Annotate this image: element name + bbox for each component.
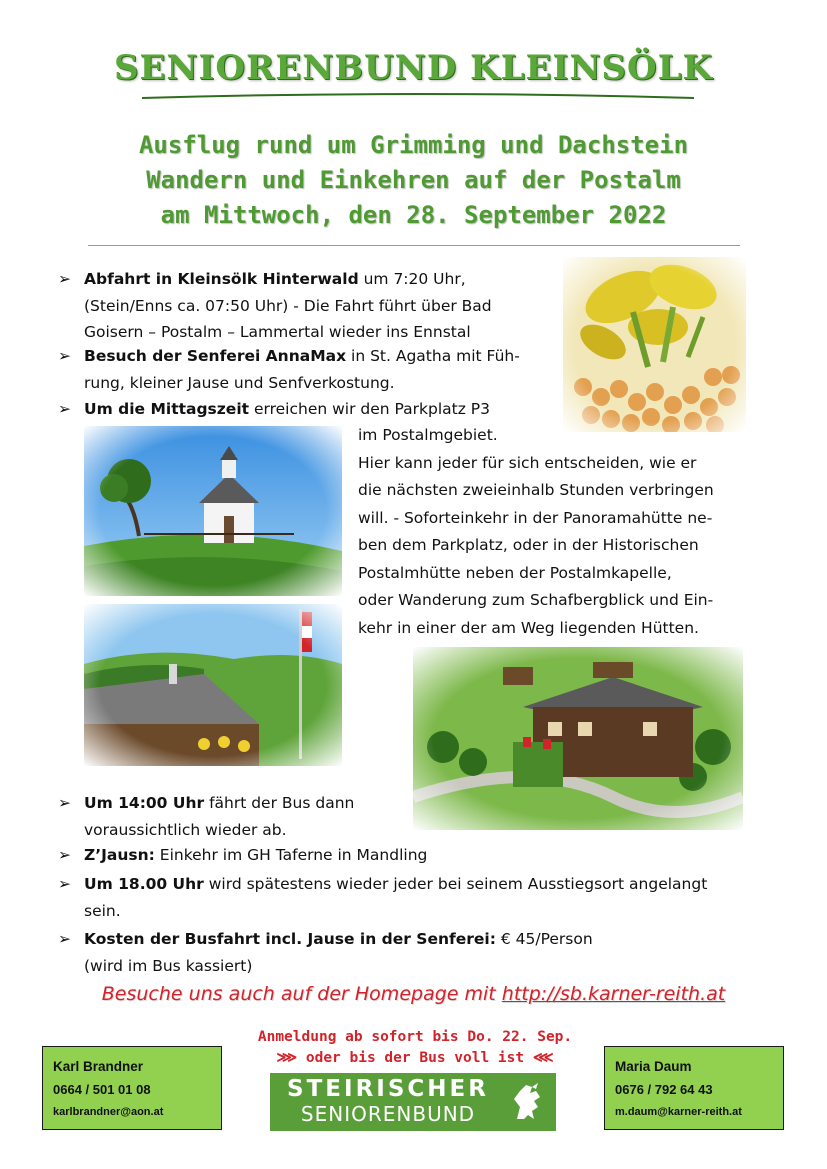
contact-email[interactable]: karlbrandner@aon.at <box>53 1106 164 1118</box>
contact-box-left <box>42 1046 222 1130</box>
list-item-senferei <box>58 343 538 396</box>
bullet-arrow-icon: ➢ <box>58 875 71 893</box>
list-item-jausn <box>58 842 758 869</box>
subtitle-line-1: Ausflug rund um Grimming und Dachstein <box>138 131 689 159</box>
midday-bold: Um die Mittagszeit <box>84 400 250 418</box>
senferei-text: in St. Agatha mit Füh- <box>346 347 520 365</box>
return-line-2: voraussichtlich wieder ab. <box>84 820 287 839</box>
bullet-arrow-icon: ➢ <box>58 930 71 948</box>
cost-text: € 45/Person <box>495 930 593 948</box>
list-item-return <box>58 790 398 843</box>
panther-emblem-icon <box>502 1077 552 1127</box>
bullet-arrow-icon: ➢ <box>58 794 71 812</box>
registration-line-2: ⋙ oder bis der Bus voll ist ⋘ <box>276 1050 554 1066</box>
subtitle-line-3: am Mittwoch, den 28. September 2022 <box>160 201 667 229</box>
postalm-hut-photo <box>84 604 342 766</box>
cost-line-2: (wird im Bus kassiert) <box>84 956 253 975</box>
chapel-hill-photo <box>84 426 342 596</box>
departure-line-2: (Stein/Enns ca. 07:50 Uhr) - Die Fahrt führt über Bad <box>84 296 492 315</box>
bullet-arrow-icon: ➢ <box>58 270 71 288</box>
list-item-departure <box>58 266 538 346</box>
paragraph-line: die nächsten zweieinhalb Stunden verbringen <box>358 481 714 499</box>
arrival-line-2: sein. <box>84 901 121 920</box>
jausn-bold: Z’Jausn: <box>84 846 155 864</box>
paragraph-line: oder Wanderung zum Schafbergblick und Ein- <box>358 591 714 609</box>
contact-box-right <box>604 1046 784 1130</box>
paragraph-line: Hier kann jeder für sich entscheiden, wie er <box>358 453 697 472</box>
arrival-text: wird spätestens wieder jeder bei seinem Ausstiegsort angelangt <box>203 875 708 893</box>
page-title: SENIORENBUND KLEINSÖLK <box>113 48 714 88</box>
contact-name: Maria Daum <box>615 1059 692 1074</box>
paragraph-line: will. - Soforteinkehr in der Panoramahütte ne- <box>358 508 713 527</box>
paragraph-line: im Postalmgebiet. <box>358 426 498 444</box>
departure-bold: Abfahrt in Kleinsölk Hinterwald <box>84 270 359 288</box>
return-bold: Um 14:00 Uhr <box>84 794 205 812</box>
departure-text: um 7:20 Uhr, <box>358 270 466 288</box>
subtitle-line-2: Wandern und Einkehren auf der Postalm <box>146 166 681 194</box>
contact-phone: 0664 / 501 01 08 <box>53 1082 151 1097</box>
jausn-text: Einkehr im GH Taferne in Mandling <box>154 846 428 864</box>
registration-notice <box>230 1027 600 1069</box>
return-text: fährt der Bus dann <box>204 794 355 812</box>
paragraph-line: ben dem Parkplatz, oder in der Historischen <box>358 536 699 554</box>
paragraph-line: Postalmhütte neben der Postalmkapelle, <box>358 563 672 582</box>
list-item-midday <box>58 396 538 423</box>
bullet-arrow-icon: ➢ <box>58 347 71 365</box>
steirischer-seniorenbund-logo <box>270 1073 556 1131</box>
arrival-bold: Um 18.00 Uhr <box>84 875 204 893</box>
homepage-link[interactable]: http://sb.karner-reith.at <box>501 983 726 1005</box>
event-subtitle <box>0 128 827 233</box>
title-underline-swoosh <box>138 88 698 104</box>
contact-phone: 0676 / 792 64 43 <box>615 1082 713 1097</box>
mustard-seeds-photo <box>563 257 746 432</box>
homepage-notice <box>0 983 827 1005</box>
divider <box>88 245 740 246</box>
list-item-arrival <box>58 871 778 924</box>
historic-hut-photo <box>413 647 743 830</box>
registration-line-1: Anmeldung ab sofort bis Do. 22. Sep. <box>257 1029 573 1045</box>
bullet-arrow-icon: ➢ <box>58 846 71 864</box>
midday-text: erreichen wir den Parkplatz P3 <box>249 400 491 418</box>
paragraph-line: kehr in einer der am Weg liegenden Hütten. <box>358 618 699 637</box>
senferei-bold: Besuch der Senferei AnnaMax <box>84 347 347 365</box>
departure-line-3: Goisern – Postalm – Lammertal wieder ins Ennstal <box>84 323 471 341</box>
bullet-arrow-icon: ➢ <box>58 400 71 418</box>
midday-paragraph <box>358 422 758 642</box>
cost-bold: Kosten der Busfahrt incl. Jause in der Senferei: <box>84 930 496 948</box>
contact-name: Karl Brandner <box>53 1059 144 1074</box>
senferei-line-2: rung, kleiner Jause und Senfverkostung. <box>84 373 395 392</box>
logo-line-2: SENIORENBUND <box>300 1102 476 1126</box>
list-item-cost <box>58 926 758 979</box>
contact-email[interactable]: m.daum@karner-reith.at <box>615 1106 742 1118</box>
logo-line-1: STEIRISCHER <box>287 1076 489 1102</box>
homepage-prefix: Besuche uns auch auf der Homepage mit <box>101 983 502 1005</box>
